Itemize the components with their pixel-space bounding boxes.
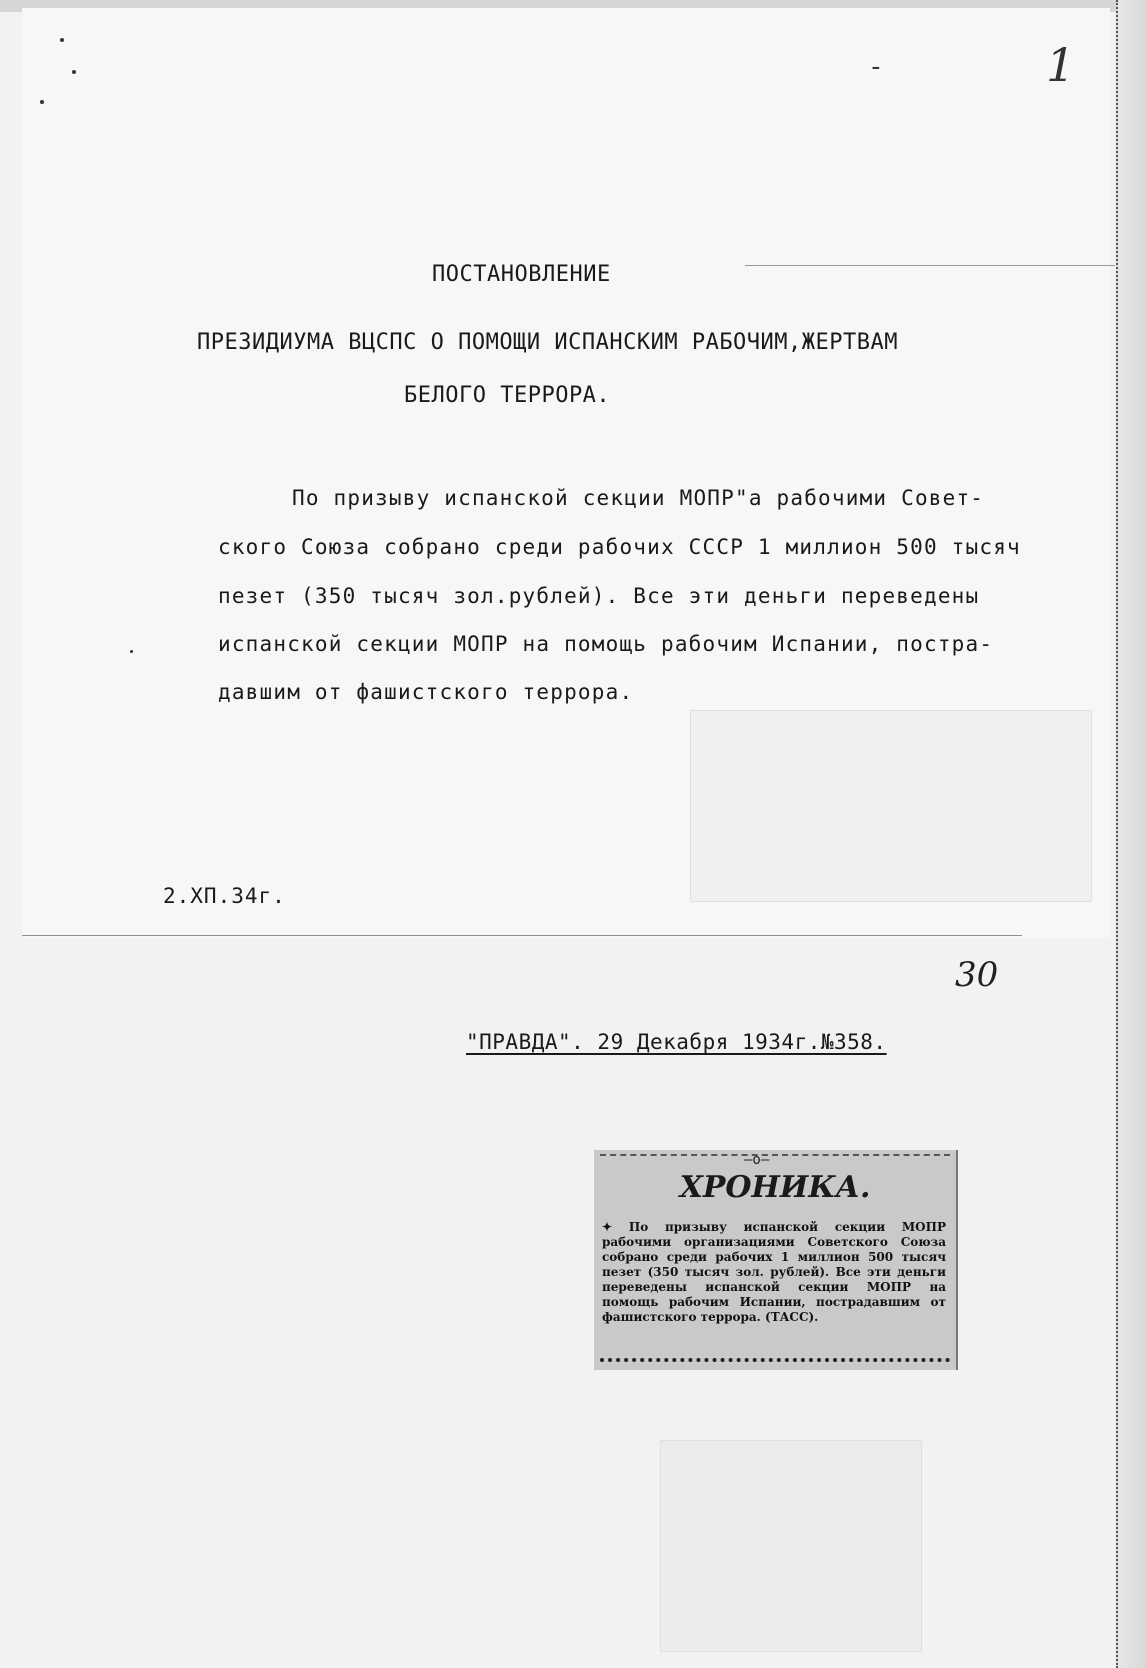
document-subtitle-line-2: БЕЛОГО ТЕРРОРА.: [404, 383, 611, 408]
clipping-top-rule: [600, 1154, 950, 1156]
page-number: 1: [1046, 38, 1076, 92]
handwritten-number: 30: [955, 955, 999, 995]
clipping-text: ✦ По призыву испанской секции МОПР рабочими организациями Советского Союза собрано среди рабочих 1 миллион 500 тысяч пезет (350 тысяч зол. рублей). Все эти деньги переведены испанской секции МОПР на помощь рабочим Испании, пострадавшим от фашистского террора. (ТАСС).: [602, 1220, 946, 1324]
document-title: ПОСТАНОВЛЕНИЕ: [432, 262, 611, 287]
show-through-stamp: [690, 710, 1092, 902]
scan-right-edge: [1116, 0, 1146, 1668]
clipping-bottom-rule: [600, 1358, 950, 1362]
body-text-line: пезет (350 тысяч зол.рублей). Все эти деньги переведены: [218, 584, 980, 608]
body-text-line: ского Союза собрано среди рабочих СССР 1 миллион 500 тысяч: [218, 535, 1021, 559]
newspaper-clipping: [594, 1150, 958, 1370]
clipping-ornament: —o—: [744, 1152, 770, 1168]
sheet-fold-line: [22, 935, 1022, 936]
corner-dash-mark: -: [868, 52, 884, 82]
scan-speck: [130, 650, 133, 653]
newspaper-source: "ПРАВДА". 29 Декабря 1934г.№358.: [466, 1030, 887, 1054]
document-date: 2.XП.34г.: [163, 884, 286, 908]
body-text-line: давшим от фашистского террора.: [218, 680, 634, 704]
body-text-line: испанской секции МОПР на помощь рабочим Испании, постра-: [218, 632, 994, 656]
body-text-line: По призыву испанской секции МОПР"а рабочими Совет-: [292, 486, 985, 510]
scan-speck: [40, 100, 44, 104]
scan-speck: [72, 70, 76, 74]
sheet-edge-line: [745, 265, 1115, 266]
show-through-stamp-lower: [660, 1440, 922, 1652]
clipping-heading: ХРОНИКА.: [679, 1170, 871, 1205]
scan-speck: [60, 38, 64, 42]
document-subtitle-line-1: ПРЕЗИДИУМА ВЦСПС О ПОМОЩИ ИСПАНСКИМ РАБОЧИМ,ЖЕРТВАМ: [197, 330, 899, 355]
